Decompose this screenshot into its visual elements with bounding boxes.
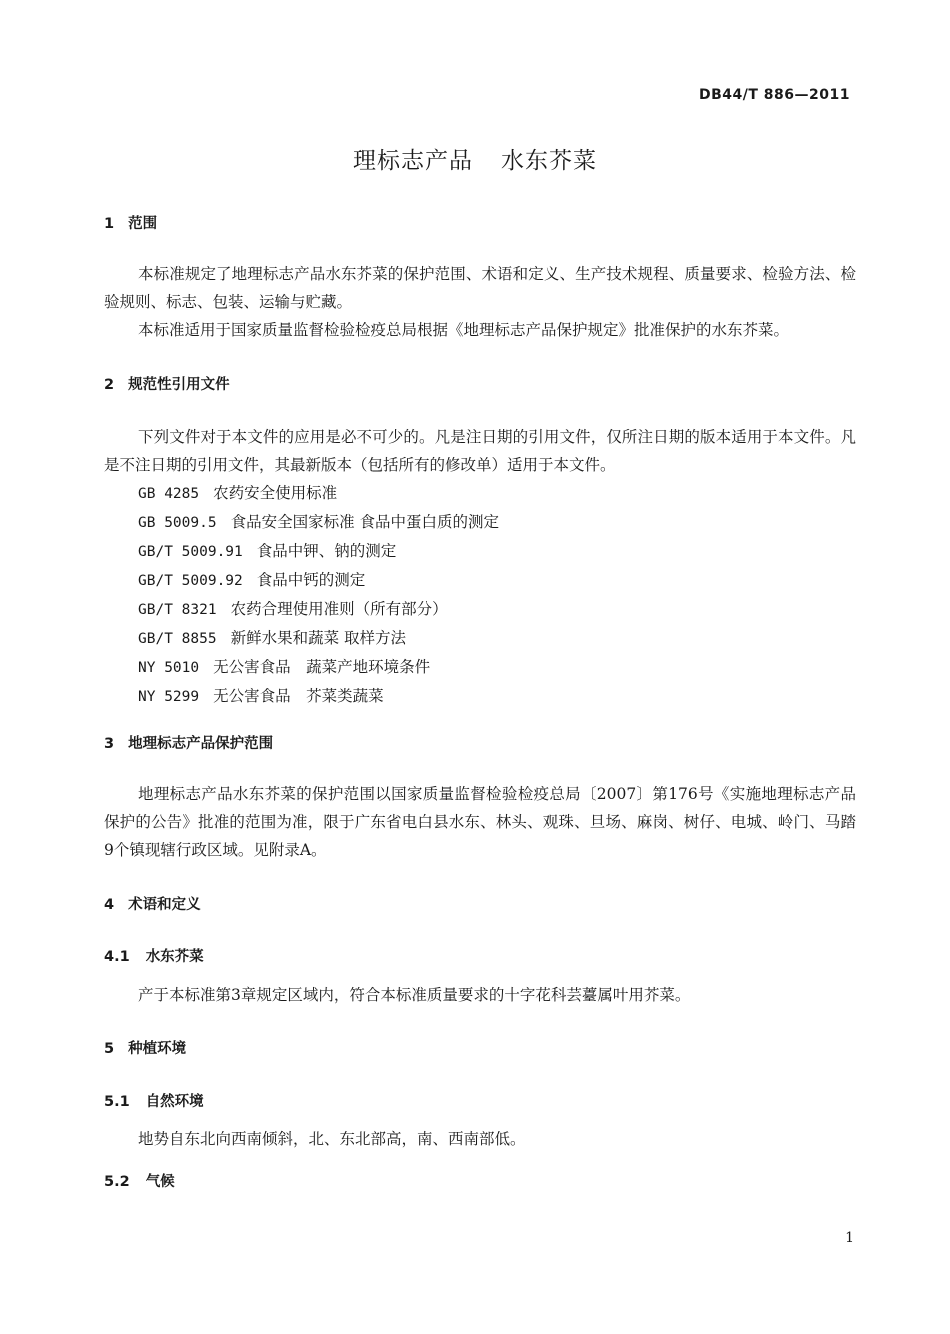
section-2-paragraph-1: 下列文件对于本文件的应用是必不可少的。凡是注日期的引用文件，仅所注日期的版本适用于本文件。凡是不注日期的引用文件，其最新版本（包括所有的修改单）适用于本文件。 [104,428,856,474]
reference-item [138,479,499,508]
title-part-2: 水东芥菜 [501,148,597,174]
reference-code: GB/T 8321 [138,602,217,618]
section-number: 5 [104,1041,115,1057]
reference-title: 农药安全使用标准 [213,484,338,502]
reference-item [138,624,499,653]
page-number: 1 [845,1230,854,1246]
section-number: 5.1 [104,1094,130,1110]
normative-references-list [138,479,499,711]
reference-title: 农药合理使用准则（所有部分） [230,600,448,618]
section-4-heading [104,893,201,914]
section-title: 自然环境 [145,1094,204,1110]
reference-item [138,682,499,711]
section-5-2-heading [104,1170,175,1191]
section-2-heading [104,373,230,394]
reference-code: GB/T 5009.92 [138,573,243,589]
section-1-paragraph-1: 本标准规定了地理标志产品水东芥菜的保护范围、术语和定义、生产技术规程、质量要求、检验方法、检验规则、标志、包装、运输与贮藏。 [104,265,856,311]
section-number: 1 [104,216,115,232]
section-number: 2 [104,377,115,393]
section-title: 水东芥菜 [145,949,204,965]
reference-code: GB/T 5009.91 [138,544,243,560]
reference-item [138,653,499,682]
reference-title: 食品中钾、钠的测定 [256,542,397,560]
title-part-1: 理标志产品 [353,148,473,174]
reference-item [138,566,499,595]
reference-code: NY 5299 [138,689,200,705]
section-1-paragraph-2: 本标准适用于国家质量监督检验检疫总局根据《地理标志产品保护规定》批准保护的水东芥菜。 [138,321,790,339]
section-5-heading [104,1037,186,1058]
section-title: 规范性引用文件 [128,377,230,393]
section-5-1-heading [104,1090,204,1111]
section-number: 5.2 [104,1174,130,1190]
section-5-1-paragraph-1: 地势自东北向西南倾斜，北、东北部高，南、西南部低。 [138,1130,526,1148]
reference-title: 无公害食品 蔬菜产地环境条件 [213,658,431,676]
reference-code: GB 4285 [138,486,200,502]
reference-code: GB/T 8855 [138,631,217,647]
reference-title: 新鲜水果和蔬菜 取样方法 [230,629,407,647]
section-4-1-heading [104,945,204,966]
reference-item [138,595,499,624]
reference-title: 无公害食品 芥菜类蔬菜 [213,687,384,705]
section-number: 3 [104,736,115,752]
section-title: 种植环境 [128,1041,187,1057]
reference-item [138,537,499,566]
section-4-1-paragraph-1: 产于本标准第3章规定区域内，符合本标准质量要求的十字花科芸薹属叶用芥菜。 [138,986,691,1004]
reference-code: GB 5009.5 [138,515,217,531]
reference-title: 食品中钙的测定 [256,571,366,589]
reference-code: NY 5010 [138,660,200,676]
section-3-heading [104,732,273,753]
section-number: 4 [104,897,115,913]
section-title: 气候 [145,1174,175,1190]
section-title: 地理标志产品保护范围 [128,736,274,752]
section-1-heading [104,212,157,233]
document-id: DB44/T 886—2011 [699,87,850,103]
section-number: 4.1 [104,949,130,965]
reference-title: 食品安全国家标准 食品中蛋白质的测定 [230,513,500,531]
document-title [0,142,950,175]
reference-item [138,508,499,537]
section-title: 术语和定义 [128,897,201,913]
section-title: 范围 [128,216,158,232]
section-3-paragraph-1: 地理标志产品水东芥菜的保护范围以国家质量监督检验检疫总局〔2007〕第176号《实施地理标志产品保护的公告》批准的范围为准，限于广东省电白县水东、林头、观珠、旦场、麻岗、树仔、电城、岭门、马踏9个镇现辖行政区域。见附录A。 [104,785,856,859]
